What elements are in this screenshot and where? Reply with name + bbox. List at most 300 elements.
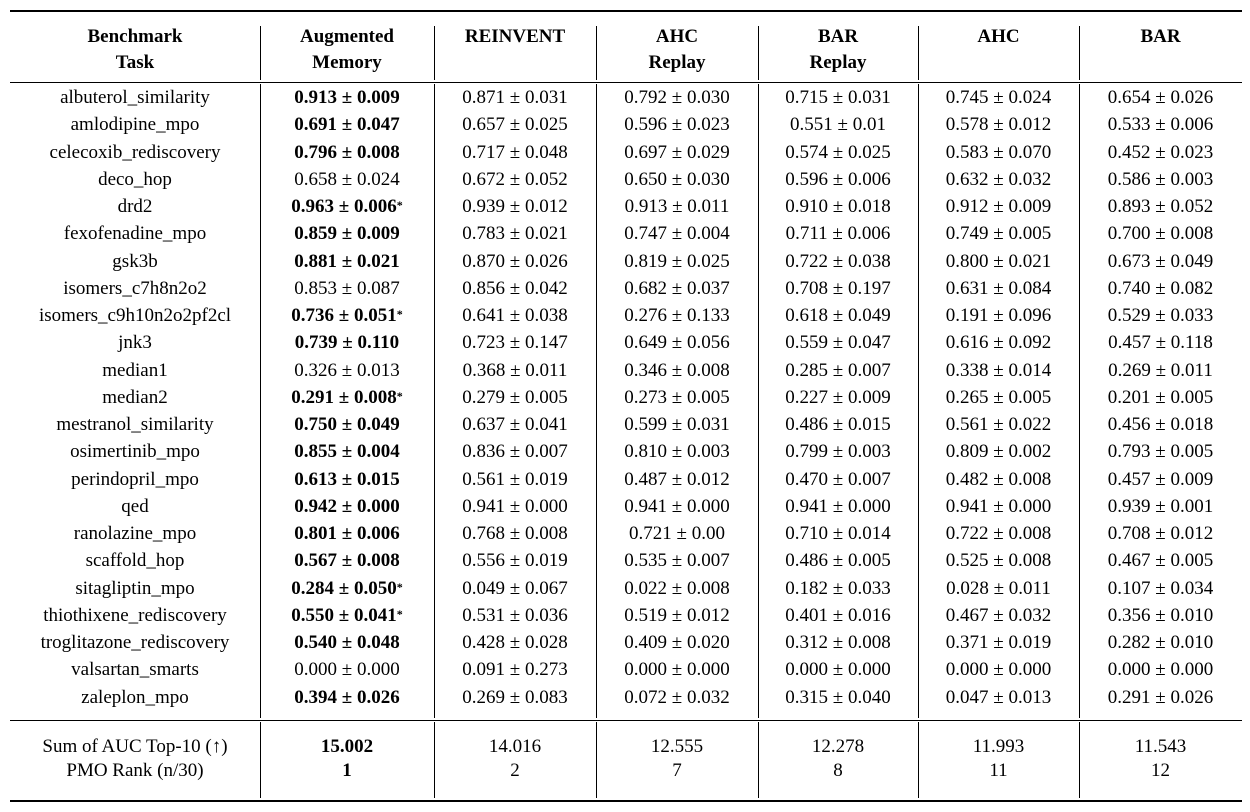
score-value: 0.470 ± 0.007 bbox=[785, 468, 891, 490]
score-value: 0.631 ± 0.084 bbox=[945, 277, 1052, 299]
score-value: 0.482 ± 0.008 bbox=[945, 468, 1052, 490]
task-name: ranolazine_mpo bbox=[73, 523, 197, 544]
task-name: isomers_c9h10n2o2pf2cl bbox=[38, 305, 232, 326]
significance-marker: * bbox=[396, 388, 403, 403]
header-rule bbox=[10, 82, 1242, 83]
score-cell bbox=[260, 387, 434, 409]
score-value: 0.540 ± 0.048 bbox=[294, 632, 400, 653]
score-value: 0.269 ± 0.083 bbox=[462, 686, 568, 708]
score-cell bbox=[1079, 305, 1242, 327]
score-cell bbox=[1079, 659, 1242, 681]
score-value: 0.736 ± 0.051 bbox=[291, 305, 397, 326]
score-value: 0.870 ± 0.026 bbox=[462, 250, 568, 272]
score-value: 0.529 ± 0.033 bbox=[1107, 305, 1214, 326]
score-value: 0.561 ± 0.019 bbox=[462, 468, 568, 490]
score-value: 0.291 ± 0.008 bbox=[291, 386, 397, 408]
score-value: 0.265 ± 0.005 bbox=[945, 386, 1052, 408]
column-header bbox=[918, 24, 1079, 50]
column-header bbox=[260, 24, 434, 76]
score-value: 0.456 ± 0.018 bbox=[1107, 414, 1214, 435]
column-header bbox=[10, 24, 260, 76]
score-value: 0.750 ± 0.049 bbox=[294, 414, 400, 435]
score-cell bbox=[758, 605, 918, 627]
score-cell bbox=[434, 578, 596, 600]
score-cell bbox=[260, 659, 434, 681]
score-cell bbox=[918, 169, 1079, 191]
score-value: 0.800 ± 0.021 bbox=[945, 250, 1052, 272]
score-value: 0.691 ± 0.047 bbox=[294, 114, 400, 136]
score-cell bbox=[758, 305, 918, 327]
score-value: 0.535 ± 0.007 bbox=[624, 550, 730, 572]
score-value: 0.556 ± 0.019 bbox=[462, 550, 568, 572]
task-name: drd2 bbox=[117, 196, 153, 217]
score-cell bbox=[918, 632, 1079, 654]
score-cell bbox=[1079, 441, 1242, 463]
score-value: 0.723 ± 0.147 bbox=[462, 332, 568, 354]
summary-label: PMO Rank (n/30) bbox=[66, 760, 204, 781]
bottom-rule bbox=[10, 800, 1242, 802]
score-cell bbox=[260, 605, 434, 627]
score-value: 0.596 ± 0.023 bbox=[624, 114, 730, 136]
summary-value: 2 bbox=[510, 760, 520, 781]
score-value: 0.201 ± 0.005 bbox=[1107, 386, 1214, 408]
score-cell bbox=[434, 114, 596, 136]
score-cell bbox=[1079, 360, 1242, 382]
summary-value: 12 bbox=[1151, 760, 1170, 781]
score-cell bbox=[918, 196, 1079, 218]
score-value: 0.269 ± 0.011 bbox=[1108, 359, 1213, 381]
summary-value: 8 bbox=[833, 760, 843, 781]
score-value: 0.745 ± 0.024 bbox=[945, 87, 1052, 108]
score-cell bbox=[758, 578, 918, 600]
score-value: 0.000 ± 0.000 bbox=[1107, 659, 1214, 681]
task-name: isomers_c7h8n2o2 bbox=[63, 277, 207, 299]
score-value: 0.486 ± 0.015 bbox=[785, 414, 891, 435]
score-value: 0.721 ± 0.00 bbox=[629, 523, 725, 544]
score-cell bbox=[1079, 523, 1242, 545]
score-value: 0.913 ± 0.009 bbox=[294, 87, 400, 108]
score-cell bbox=[260, 142, 434, 164]
score-cell bbox=[434, 523, 596, 545]
score-cell bbox=[260, 496, 434, 518]
score-cell bbox=[434, 142, 596, 164]
score-cell bbox=[918, 687, 1079, 709]
score-value: 0.467 ± 0.032 bbox=[945, 604, 1052, 626]
score-cell bbox=[1079, 196, 1242, 218]
task-name: scaffold_hop bbox=[85, 550, 185, 572]
score-cell bbox=[434, 550, 596, 572]
score-value: 0.768 ± 0.008 bbox=[462, 523, 568, 544]
score-value: 0.809 ± 0.002 bbox=[945, 441, 1052, 463]
score-cell bbox=[758, 223, 918, 245]
score-cell bbox=[260, 687, 434, 709]
score-value: 0.000 ± 0.000 bbox=[785, 659, 891, 681]
score-cell bbox=[758, 441, 918, 463]
score-cell bbox=[260, 332, 434, 354]
score-cell bbox=[260, 251, 434, 273]
score-cell bbox=[434, 87, 596, 109]
score-value: 0.049 ± 0.067 bbox=[462, 577, 568, 599]
score-cell bbox=[260, 414, 434, 436]
score-cell bbox=[596, 578, 758, 600]
score-cell bbox=[1079, 578, 1242, 600]
score-value: 0.312 ± 0.008 bbox=[785, 632, 891, 653]
score-value: 0.649 ± 0.056 bbox=[624, 332, 730, 354]
score-cell bbox=[758, 687, 918, 709]
score-cell bbox=[918, 223, 1079, 245]
score-value: 0.697 ± 0.029 bbox=[624, 141, 730, 163]
score-cell bbox=[596, 142, 758, 164]
score-value: 0.708 ± 0.012 bbox=[1107, 523, 1214, 544]
summary-value: 11.543 bbox=[1134, 736, 1187, 757]
score-value: 0.801 ± 0.006 bbox=[294, 523, 400, 544]
score-value: 0.939 ± 0.001 bbox=[1107, 495, 1214, 517]
results-table bbox=[10, 10, 1242, 802]
score-value: 0.326 ± 0.013 bbox=[294, 359, 400, 381]
score-value: 0.673 ± 0.049 bbox=[1107, 250, 1214, 272]
task-name: median2 bbox=[102, 386, 168, 408]
score-cell bbox=[918, 441, 1079, 463]
score-cell bbox=[260, 278, 434, 300]
score-value: 0.276 ± 0.133 bbox=[624, 305, 730, 326]
significance-marker: * bbox=[396, 579, 403, 594]
score-value: 0.941 ± 0.000 bbox=[624, 495, 730, 517]
score-cell bbox=[596, 223, 758, 245]
score-value: 0.942 ± 0.000 bbox=[294, 495, 400, 517]
score-value: 0.356 ± 0.010 bbox=[1107, 604, 1214, 626]
score-cell bbox=[596, 169, 758, 191]
score-cell bbox=[434, 687, 596, 709]
score-value: 0.519 ± 0.012 bbox=[624, 604, 730, 626]
score-value: 0.708 ± 0.197 bbox=[785, 277, 891, 299]
significance-marker: * bbox=[396, 198, 403, 212]
score-cell bbox=[596, 414, 758, 436]
score-cell bbox=[260, 469, 434, 491]
score-cell bbox=[434, 223, 596, 245]
task-name: sitagliptin_mpo bbox=[75, 577, 195, 599]
score-cell bbox=[596, 278, 758, 300]
score-cell bbox=[758, 142, 918, 164]
score-value: 0.657 ± 0.025 bbox=[462, 114, 568, 136]
score-cell bbox=[434, 469, 596, 491]
score-cell bbox=[434, 305, 596, 327]
score-cell bbox=[434, 441, 596, 463]
score-cell bbox=[758, 196, 918, 218]
score-cell bbox=[434, 251, 596, 273]
score-value: 0.722 ± 0.038 bbox=[785, 250, 891, 272]
score-cell bbox=[918, 305, 1079, 327]
summary-value: 12.278 bbox=[811, 736, 865, 757]
header-line-2: Task bbox=[115, 52, 155, 73]
score-value: 0.641 ± 0.038 bbox=[462, 305, 568, 326]
significance-marker: * bbox=[396, 307, 403, 321]
task-name: median1 bbox=[102, 359, 168, 381]
score-cell bbox=[758, 278, 918, 300]
task-name: zaleplon_mpo bbox=[81, 686, 189, 708]
score-cell bbox=[1079, 169, 1242, 191]
score-cell bbox=[918, 414, 1079, 436]
score-cell bbox=[758, 659, 918, 681]
score-cell bbox=[434, 632, 596, 654]
header-line-1: AHC bbox=[655, 26, 699, 47]
score-value: 0.559 ± 0.047 bbox=[785, 332, 891, 354]
score-value: 0.000 ± 0.000 bbox=[294, 659, 400, 681]
score-value: 0.941 ± 0.000 bbox=[945, 495, 1052, 517]
score-cell bbox=[260, 360, 434, 382]
score-cell bbox=[1079, 142, 1242, 164]
score-value: 0.583 ± 0.070 bbox=[945, 141, 1052, 163]
score-value: 0.107 ± 0.034 bbox=[1107, 577, 1214, 599]
score-value: 0.799 ± 0.003 bbox=[785, 441, 891, 463]
score-cell bbox=[758, 414, 918, 436]
score-value: 0.279 ± 0.005 bbox=[462, 386, 568, 408]
score-cell bbox=[434, 496, 596, 518]
summary-value: 15.002 bbox=[320, 736, 374, 757]
score-value: 0.793 ± 0.005 bbox=[1107, 441, 1214, 463]
score-cell bbox=[758, 632, 918, 654]
score-cell bbox=[758, 550, 918, 572]
score-cell bbox=[434, 196, 596, 218]
score-value: 0.457 ± 0.009 bbox=[1107, 468, 1214, 490]
score-cell bbox=[596, 659, 758, 681]
score-value: 0.428 ± 0.028 bbox=[462, 632, 568, 653]
score-cell bbox=[596, 360, 758, 382]
score-cell bbox=[1079, 387, 1242, 409]
score-cell bbox=[758, 496, 918, 518]
score-cell bbox=[1079, 87, 1242, 109]
score-cell bbox=[260, 441, 434, 463]
score-cell bbox=[918, 469, 1079, 491]
summary-value: 14.016 bbox=[488, 736, 542, 757]
score-value: 0.000 ± 0.000 bbox=[945, 659, 1052, 681]
score-value: 0.749 ± 0.005 bbox=[945, 223, 1052, 245]
score-value: 0.533 ± 0.006 bbox=[1107, 114, 1214, 136]
score-value: 0.346 ± 0.008 bbox=[624, 359, 730, 381]
score-value: 0.191 ± 0.096 bbox=[945, 305, 1052, 326]
score-value: 0.182 ± 0.033 bbox=[785, 577, 891, 599]
score-cell bbox=[918, 278, 1079, 300]
task-name: amlodipine_mpo bbox=[70, 114, 200, 136]
score-value: 0.531 ± 0.036 bbox=[462, 604, 568, 626]
score-cell bbox=[434, 169, 596, 191]
score-cell bbox=[596, 550, 758, 572]
score-cell bbox=[918, 523, 1079, 545]
score-cell bbox=[918, 87, 1079, 109]
score-cell bbox=[434, 278, 596, 300]
task-name: jnk3 bbox=[118, 332, 152, 354]
score-value: 0.561 ± 0.022 bbox=[945, 414, 1052, 435]
score-value: 0.567 ± 0.008 bbox=[294, 550, 400, 572]
score-cell bbox=[260, 223, 434, 245]
score-value: 0.291 ± 0.026 bbox=[1107, 686, 1214, 708]
header-line-1: Benchmark bbox=[87, 26, 183, 47]
header-line-1: Augmented bbox=[300, 26, 394, 47]
score-value: 0.855 ± 0.004 bbox=[294, 441, 400, 463]
score-cell bbox=[434, 659, 596, 681]
score-cell bbox=[918, 550, 1079, 572]
score-value: 0.338 ± 0.014 bbox=[945, 359, 1052, 381]
score-value: 0.282 ± 0.010 bbox=[1107, 632, 1214, 653]
score-cell bbox=[1079, 114, 1242, 136]
score-value: 0.409 ± 0.020 bbox=[624, 632, 730, 653]
score-value: 0.586 ± 0.003 bbox=[1107, 168, 1214, 190]
score-value: 0.618 ± 0.049 bbox=[785, 305, 891, 326]
score-cell bbox=[596, 387, 758, 409]
score-value: 0.227 ± 0.009 bbox=[785, 386, 891, 408]
score-value: 0.819 ± 0.025 bbox=[624, 250, 730, 272]
score-value: 0.700 ± 0.008 bbox=[1107, 223, 1214, 245]
score-cell bbox=[1079, 632, 1242, 654]
score-value: 0.941 ± 0.000 bbox=[462, 495, 568, 517]
summary-value: 1 bbox=[342, 760, 352, 781]
score-cell bbox=[434, 387, 596, 409]
score-value: 0.711 ± 0.006 bbox=[785, 223, 891, 245]
score-cell bbox=[260, 632, 434, 654]
score-value: 0.525 ± 0.008 bbox=[945, 550, 1052, 572]
column-header bbox=[434, 24, 596, 50]
score-cell bbox=[1079, 605, 1242, 627]
score-value: 0.599 ± 0.031 bbox=[624, 414, 730, 435]
score-value: 0.401 ± 0.016 bbox=[785, 604, 891, 626]
task-name: mestranol_similarity bbox=[56, 414, 214, 435]
score-value: 0.856 ± 0.042 bbox=[462, 277, 568, 299]
score-value: 0.632 ± 0.032 bbox=[945, 168, 1052, 190]
score-cell bbox=[596, 305, 758, 327]
score-value: 0.467 ± 0.005 bbox=[1107, 550, 1214, 572]
summary-label: Sum of AUC Top-10 (↑) bbox=[42, 736, 228, 757]
score-cell bbox=[918, 659, 1079, 681]
task-name: celecoxib_rediscovery bbox=[49, 141, 221, 163]
score-cell bbox=[596, 114, 758, 136]
score-value: 0.682 ± 0.037 bbox=[624, 277, 730, 299]
score-cell bbox=[596, 496, 758, 518]
score-value: 0.722 ± 0.008 bbox=[945, 523, 1052, 544]
task-name: troglitazone_rediscovery bbox=[40, 632, 230, 653]
score-value: 0.000 ± 0.000 bbox=[624, 659, 730, 681]
score-cell bbox=[260, 114, 434, 136]
task-name: gsk3b bbox=[112, 250, 158, 272]
score-value: 0.740 ± 0.082 bbox=[1107, 277, 1214, 299]
score-value: 0.368 ± 0.011 bbox=[462, 359, 568, 381]
score-value: 0.654 ± 0.026 bbox=[1107, 87, 1214, 108]
score-value: 0.371 ± 0.019 bbox=[945, 632, 1052, 653]
score-cell bbox=[260, 523, 434, 545]
score-cell bbox=[918, 387, 1079, 409]
task-name: osimertinib_mpo bbox=[70, 441, 200, 463]
score-value: 0.457 ± 0.118 bbox=[1108, 332, 1213, 354]
score-cell bbox=[1079, 414, 1242, 436]
score-value: 0.315 ± 0.040 bbox=[785, 686, 891, 708]
header-line-1: BAR bbox=[817, 26, 859, 47]
score-value: 0.853 ± 0.087 bbox=[294, 277, 400, 299]
score-cell bbox=[1079, 332, 1242, 354]
score-cell bbox=[918, 251, 1079, 273]
score-cell bbox=[596, 87, 758, 109]
score-cell bbox=[596, 469, 758, 491]
task-name: deco_hop bbox=[98, 168, 172, 190]
score-cell bbox=[260, 578, 434, 600]
header-line-2: Replay bbox=[648, 52, 706, 73]
score-cell bbox=[260, 305, 434, 327]
score-cell bbox=[758, 360, 918, 382]
score-cell bbox=[260, 550, 434, 572]
score-cell bbox=[596, 441, 758, 463]
score-value: 0.717 ± 0.048 bbox=[462, 141, 568, 163]
score-value: 0.022 ± 0.008 bbox=[624, 577, 730, 599]
score-value: 0.650 ± 0.030 bbox=[624, 168, 730, 190]
summary-separator-rule bbox=[10, 720, 1242, 721]
score-value: 0.284 ± 0.050 bbox=[291, 577, 397, 599]
score-value: 0.913 ± 0.011 bbox=[624, 196, 730, 217]
score-cell bbox=[596, 632, 758, 654]
score-cell bbox=[260, 196, 434, 218]
score-value: 0.893 ± 0.052 bbox=[1107, 196, 1214, 217]
column-header bbox=[758, 24, 918, 76]
score-value: 0.871 ± 0.031 bbox=[462, 87, 568, 108]
score-cell bbox=[596, 605, 758, 627]
score-value: 0.273 ± 0.005 bbox=[624, 386, 730, 408]
score-value: 0.963 ± 0.006 bbox=[291, 196, 397, 217]
score-value: 0.550 ± 0.041 bbox=[291, 604, 397, 626]
score-value: 0.739 ± 0.110 bbox=[294, 332, 400, 354]
score-cell bbox=[434, 332, 596, 354]
score-cell bbox=[1079, 469, 1242, 491]
score-cell bbox=[434, 414, 596, 436]
score-value: 0.715 ± 0.031 bbox=[785, 87, 891, 108]
task-name: perindopril_mpo bbox=[71, 468, 199, 490]
score-value: 0.941 ± 0.000 bbox=[785, 495, 891, 517]
score-value: 0.394 ± 0.026 bbox=[294, 686, 400, 708]
score-cell bbox=[758, 251, 918, 273]
score-cell bbox=[918, 605, 1079, 627]
score-value: 0.486 ± 0.005 bbox=[785, 550, 891, 572]
score-cell bbox=[596, 196, 758, 218]
score-value: 0.658 ± 0.024 bbox=[294, 168, 400, 190]
score-value: 0.072 ± 0.032 bbox=[624, 686, 730, 708]
score-value: 0.881 ± 0.021 bbox=[294, 250, 400, 272]
score-value: 0.747 ± 0.004 bbox=[624, 223, 730, 245]
score-cell bbox=[1079, 278, 1242, 300]
score-cell bbox=[596, 332, 758, 354]
score-value: 0.487 ± 0.012 bbox=[624, 468, 730, 490]
significance-marker: * bbox=[396, 606, 403, 621]
score-value: 0.578 ± 0.012 bbox=[945, 114, 1052, 136]
header-line-1: BAR bbox=[1140, 26, 1181, 47]
task-name: albuterol_similarity bbox=[60, 87, 210, 108]
score-value: 0.285 ± 0.007 bbox=[785, 359, 891, 381]
score-value: 0.859 ± 0.009 bbox=[294, 223, 400, 245]
task-name: thiothixene_rediscovery bbox=[43, 604, 227, 626]
score-cell bbox=[758, 469, 918, 491]
score-cell bbox=[918, 578, 1079, 600]
score-cell bbox=[1079, 496, 1242, 518]
score-value: 0.910 ± 0.018 bbox=[785, 196, 891, 217]
score-cell bbox=[260, 87, 434, 109]
score-cell bbox=[758, 387, 918, 409]
score-value: 0.452 ± 0.023 bbox=[1107, 141, 1214, 163]
score-cell bbox=[918, 332, 1079, 354]
score-value: 0.613 ± 0.015 bbox=[294, 468, 400, 490]
score-value: 0.810 ± 0.003 bbox=[624, 441, 730, 463]
score-value: 0.783 ± 0.021 bbox=[462, 223, 568, 245]
score-cell bbox=[260, 169, 434, 191]
score-cell bbox=[918, 496, 1079, 518]
score-value: 0.028 ± 0.011 bbox=[946, 577, 1051, 599]
score-value: 0.710 ± 0.014 bbox=[785, 523, 891, 544]
score-value: 0.637 ± 0.041 bbox=[462, 414, 568, 435]
score-cell bbox=[1079, 687, 1242, 709]
score-cell bbox=[918, 142, 1079, 164]
